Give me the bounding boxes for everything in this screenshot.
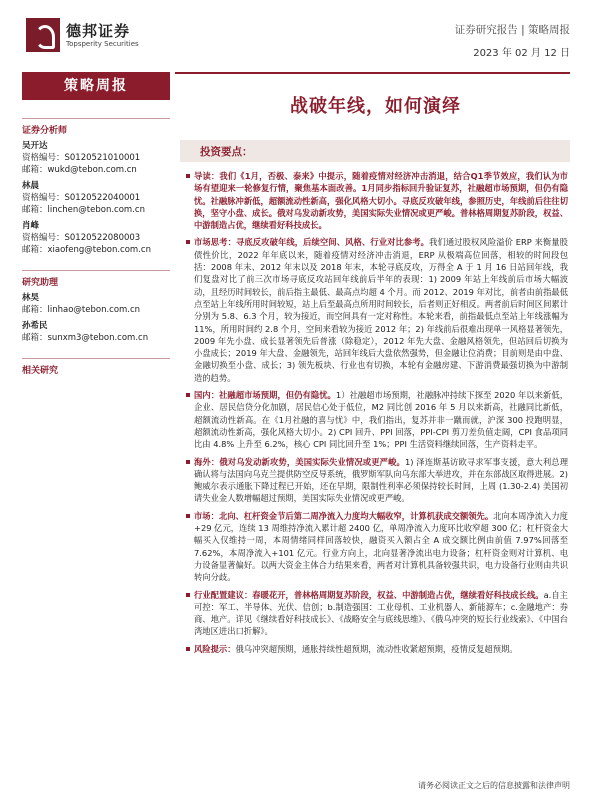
analyst-cert: 资格编号：S0120522080003 (22, 233, 141, 243)
analyst-name: 林晨 (22, 181, 40, 191)
company-logo (26, 18, 139, 52)
bullet-icon (186, 460, 190, 464)
analyst-heading: 证券分析师 (22, 118, 170, 136)
related-research-heading: 相关研究 (22, 358, 170, 376)
assistant-heading: 研究助理 (22, 270, 170, 288)
assistant-name: 林昊 (22, 293, 40, 303)
analyst-name: 肖峰 (22, 221, 40, 231)
report-type: 证券研究报告 | 策略周报 (454, 24, 570, 36)
assistant-name: 孙希民 (22, 321, 48, 331)
assistant-email[interactable]: 邮箱：linhao@tebon.com.cn (22, 305, 141, 315)
analyst-cert: 资格编号：S0120521010001 (22, 153, 141, 163)
investment-points-label: 投资要点： (200, 146, 253, 158)
analyst-email[interactable]: 邮箱：linchen@tebon.com.cn (22, 205, 145, 215)
analyst-list (22, 140, 170, 256)
bullet-icon (186, 514, 190, 518)
bullet-market-thinking: 市场思考：寻底反攻破年线，后续空间、风格、行业对比参考。我们通过股权风险溢价 ERP 来衡量股债性价比，2022 年年底以来，随着疫情对经济冲击消退，ERP 从极端高位回落，相较的时间段包括：2008 年末、2012 年末以及 2018 年末，本轮寻底反攻，万得全 A 于 1 月 16 日站回年线，我们复盘对比了前三次市场寻底反攻站回年线前后半年的表现：1) 2009 年站上年线前后市场大幅波动，且经历时间较长，前后指主最低、最高点均超 4 个月。而 2012、2019 年对比，前者由前指最低点至站上年线所用时间较短，站上后至最高点所用时间较长，后者则正好相反。两者前后时间区间累计分别为 5.8、6.3 个月，较为接近，而空间具有一定对称性。本轮来看，前指最低点至站上年线涨幅为 11%，所用时间约 2.8 个月，空间来看较为接近 2012 年；2) 年线前后很难出现单一风格显著领先，2009 年先小盘、成长显著领先后普涨（除稳定），2012 年先大盘、金融风格领先，但站回后切换为小盘成长；2019 年大盘、金融领先，站回年线后大盘依然强势，但金融让位消费；目前则是由中盘、金融切换至小盘、成长；3) 领先板块、行业也有切换，本轮有金融房建、下游消费最强切换为中游制造的趋势。 (186, 236, 568, 384)
bullet-overseas: 海外：俄对乌发动新攻势，美国实际失业情况或更严峻。1) 泽连斯基访欧寻求军事支援，意大利总理确认将与法国向乌克兰提供防空反导系统，俄罗斯军队向乌东部大举进攻，并在东部战区取得进展。2) 鲍威尔表示通胀下降过程已开始，还在早期，限制性利率必须保持较长时间，上周 (1.30-2.4) 美国初请失业金人数增幅超过预期，美国实际失业情况或更严峻。 (186, 456, 568, 505)
main-content (186, 170, 568, 660)
report-date: 2023 年 02 月 12 日 (473, 48, 570, 59)
bullet-industry-allocation: 行业配置建议：春暖花开，普林格周期复苏阶段，权益、中游制造占优，继续看好科技成长线。a.自主可控：军工、半导体、光伏、信创；b.制造强国：工业母机、工业机器人、新能源车；c.金融地产：券商、地产。详见《继续看好科技成长》、《战略安全与底线思维》、《俄乌冲突的短长行业线索》、《中国台湾地区进出口折解》。 (186, 589, 568, 638)
investment-points-bar (180, 140, 570, 162)
report-title: 战破年线，如何演绎 (290, 96, 461, 117)
assistant-list (22, 292, 170, 344)
bullet-icon (186, 647, 190, 651)
logo-en-text: Topsperity Securities (66, 39, 139, 48)
bullet-icon (186, 174, 190, 178)
analyst-email[interactable]: 邮箱：wukd@tebon.com.cn (22, 165, 137, 175)
footer-disclaimer: 请务必阅读正文之后的信息披露和法律声明 (418, 781, 570, 790)
bullet-domestic: 国内：社融超市场预期，但仍有隐忧。1）社融超市场预期，社融脉冲持续下探至 2020 年以来新低，企业、居民信贷分化加剧，居民信心处于低位，M2 同比创 2016 年 5 月以来新高，社融同比新低，超额流动性新高。在《1月社融的喜与忧》中，我们指出，复苏并非一蹴而就，沪深 300 投跑明显，超额流动性新高，强化风格大切小。2) CPI 回升、PPI 回落，PPI-CPI 剪刀差负值走阔，CPI 食品项同比由 4.8% 上升至 6.2%，核心 CPI 同比回升至 1%；PPI 生活资料继续回落，生产资料走平。 (186, 389, 568, 450)
assistant-email[interactable]: 邮箱：sunxm3@tebon.com.cn (22, 333, 149, 343)
logo-icon (26, 18, 60, 52)
bullet-risk: 风险提示：俄乌冲突超预期，通胀持续性超预期，流动性收紧超预期，疫情反复超预期。 (186, 643, 568, 655)
bullet-icon (186, 593, 190, 597)
bullet-intro: 导读：我们《1月，否极、泰来》中提示，随着疫情对经济冲击消退，结合Q1季节效应，我们认为市场有望迎来一轮修复行情，聚焦基本面改善。1月同步指标回升验证复苏，社融超市场预期，但仍有隐忧。社融脉冲新低，超额流动性新高，强化风格大切小。寻底反攻破年线，参照历史，年线前后往往切换，坚守小盘、成长。俄对乌发动新攻势，美国实际失业情况或更严峻。普林格周期复苏阶段，权益、中游制造占优，继续看好科技成长。 (186, 170, 568, 231)
left-sidebar (22, 72, 170, 376)
analyst-name: 吴开达 (22, 141, 48, 151)
logo-cn-text: 德邦证券 (66, 21, 131, 40)
bullet-icon (186, 240, 190, 244)
analyst-email[interactable]: 邮箱：xiaofeng@tebon.com.cn (22, 245, 151, 255)
bullet-market-flows: 市场：北向、杠杆资金节后第二周净流入力度均大幅收窄，计算机获成交额领先。北向本周净流入力度+29 亿元，连续 13 周维持净流入累计超 2400 亿，单周净流入力度环比收窄超 300 亿；杠杆资金大幅买入仅维持一周，本周情绪同样回落较快，融资买入额占全 A 成交额比例由前值 7.97%回落至 7.62%，本周净流入+101 亿元。行业方向上，北向显著净流出电力设备；杠杆资金则对计算机、电力设备显著偏好。以两大资金主体合力结果来看，两者对计算机具备较强共识，电力设备行业则由共识转向分歧。 (186, 510, 568, 584)
title-divider (175, 72, 570, 74)
category-banner: 策略周报 (22, 72, 170, 100)
analyst-cert: 资格编号：S0120522040001 (22, 193, 141, 203)
bullet-icon (186, 393, 190, 397)
